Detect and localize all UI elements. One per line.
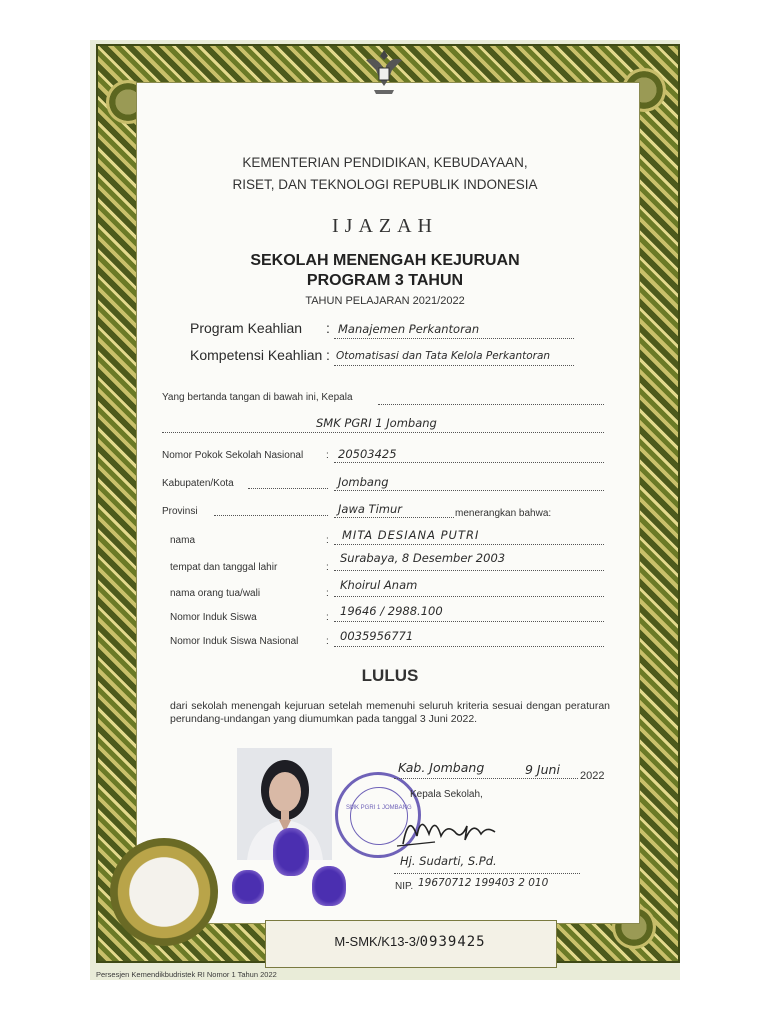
- fingerprint: [312, 866, 346, 906]
- parent-label: nama orang tua/wali: [170, 588, 261, 599]
- gold-hologram-seal: [110, 838, 218, 946]
- signatory-name: Hj. Sudarti, S.Pd.: [400, 854, 497, 868]
- dotted-line: [378, 404, 604, 405]
- dotted-line: [334, 365, 574, 366]
- states-text: menerangkan bahwa:: [455, 508, 552, 519]
- birth-label: tempat dan tanggal lahir: [170, 562, 278, 573]
- handwritten-signature: [395, 806, 525, 854]
- dotted-line: [334, 490, 604, 491]
- footer-regulation: Persesjen Kemendikbudristek RI Nomor 1 Tahun 2022: [96, 970, 277, 979]
- signature-place: Kab. Jombang: [398, 760, 485, 775]
- colon: :: [326, 450, 329, 461]
- dotted-line: [334, 462, 604, 463]
- dotted-line: [334, 621, 604, 622]
- npsn-value: 20503425: [338, 447, 397, 461]
- colon: :: [326, 588, 329, 599]
- dotted-line: [248, 488, 328, 489]
- kompetensi-keahlian-value: Otomatisasi dan Tata Kelola Perkantoran: [336, 350, 551, 362]
- dotted-line: [334, 646, 604, 647]
- academic-year: TAHUN PELAJARAN 2021/2022: [305, 295, 465, 307]
- dotted-line: [334, 338, 574, 339]
- nisn-value: 0035956771: [340, 629, 414, 643]
- dotted-line: [394, 778, 578, 779]
- program-keahlian-value: Manajemen Perkantoran: [338, 322, 480, 336]
- birth-value: Surabaya, 8 Desember 2003: [340, 551, 506, 565]
- signature-year: 2022: [580, 770, 605, 782]
- colon: :: [326, 347, 330, 363]
- ministry-line-1: KEMENTERIAN PENDIDIKAN, KEBUDAYAAN,: [242, 155, 528, 170]
- dotted-line: [394, 873, 580, 874]
- school-type-line-2: PROGRAM 3 TAHUN: [306, 272, 464, 289]
- intro-text: Yang bertanda tangan di bawah ini, Kepala: [162, 392, 353, 403]
- province-value: Jawa Timur: [338, 502, 402, 516]
- colon: :: [326, 562, 329, 573]
- nis-value: 19646 / 2988.100: [340, 604, 443, 618]
- fingerprint: [232, 870, 264, 904]
- serial-number: [280, 934, 540, 950]
- colon: :: [326, 636, 329, 647]
- stamp-text: SMK PGRI 1 JOMBANG: [346, 805, 412, 811]
- dotted-line: [214, 515, 328, 516]
- signature-role: Kepala Sekolah,: [410, 789, 483, 800]
- npsn-label: Nomor Pokok Sekolah Nasional: [162, 450, 304, 461]
- colon: :: [326, 535, 329, 546]
- city-value: Jombang: [338, 475, 389, 489]
- nip-value: 19670712 199403 2 010: [418, 877, 549, 889]
- result-text: LULUS: [361, 666, 419, 685]
- kompetensi-keahlian-label: Kompetensi Keahlian: [190, 347, 323, 363]
- city-label: Kabupaten/Kota: [162, 478, 234, 489]
- graduation-paragraph: dari sekolah menengah kejuruan setelah memenuhi seluruh kriteria sesuai dengan peraturan perundang-undangan yang diumumkan pada tanggal 3 Juni 2022.: [170, 700, 610, 725]
- nis-label: Nomor Induk Siswa: [170, 612, 257, 623]
- name-value: MITA DESIANA PUTRI: [342, 528, 480, 542]
- parent-value: Khoirul Anam: [340, 578, 418, 592]
- garuda-emblem-icon: [362, 46, 406, 98]
- program-keahlian-label: Program Keahlian: [190, 320, 303, 336]
- document-title: IJAZAH: [332, 215, 438, 237]
- dotted-line: [334, 517, 454, 518]
- serial-prefix: M-SMK/K13-3/: [334, 934, 420, 949]
- dotted-line: [334, 596, 604, 597]
- dotted-line: [334, 570, 604, 571]
- serial-digits: 0939425: [419, 934, 486, 950]
- fingerprint: [273, 828, 309, 876]
- dotted-line: [334, 544, 604, 545]
- nisn-label: Nomor Induk Siswa Nasional: [170, 636, 299, 647]
- school-name-value: SMK PGRI 1 Jombang: [316, 416, 437, 430]
- province-label: Provinsi: [162, 506, 198, 517]
- name-label: nama: [170, 535, 196, 546]
- colon: :: [326, 320, 330, 336]
- signature-date: 9 Juni: [525, 762, 560, 777]
- school-type-line-1: SEKOLAH MENENGAH KEJURUAN: [250, 252, 520, 269]
- dotted-line: [162, 432, 604, 433]
- ministry-line-2: RISET, DAN TEKNOLOGI REPUBLIK INDONESIA: [232, 177, 538, 192]
- colon: :: [326, 612, 329, 623]
- nip-label: NIP.: [395, 881, 414, 892]
